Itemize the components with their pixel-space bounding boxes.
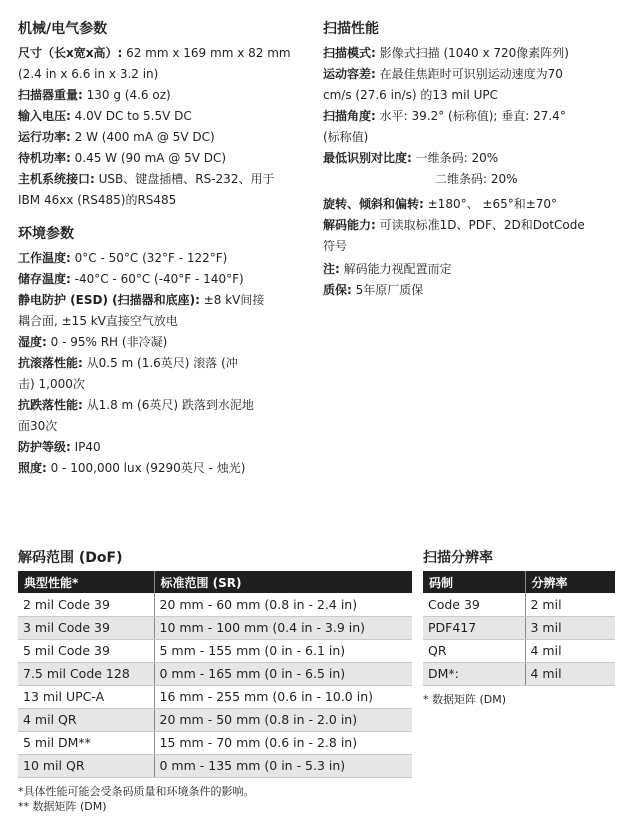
left-column [18,20,303,479]
dof-header-range: 标准范围 (SR) [154,571,412,593]
spec-value-continued: 耦合面, ±15 kV直接空气放电 [18,314,178,328]
dof-row [18,616,412,639]
spec-label: 最低识别对比度: [323,151,412,165]
spec-value: ±8 kV间接 [199,293,265,307]
spec-label: 扫描器重量: [18,88,83,102]
resolution-row-cell: 4 mil [525,639,615,662]
dof-row-cell: 10 mil QR [18,754,154,777]
dof-row-cell: 5 mil Code 39 [18,639,154,662]
spec-item [18,332,303,353]
resolution-row-cell: PDF417 [423,616,525,639]
spec-label: 照度: [18,461,47,475]
spec-value: 130 g (4.6 oz) [82,88,171,102]
spec-value: USB、键盘插槽、RS-232、用于 [94,172,275,186]
spec-label: 主机系统接口: [18,172,95,186]
dof-row [18,754,412,777]
dof-row-cell: 10 mm - 100 mm (0.4 in - 3.9 in) [154,616,412,639]
dof-header-row [18,571,412,593]
spec-item [18,85,303,106]
spec-value: 从0.5 m (1.6英尺) 滚落 (冲 [82,356,238,370]
mech-elec-title: 机械/电气参数 [18,21,108,37]
dof-row-cell: 5 mil DM** [18,731,154,754]
resolution-row [423,593,615,616]
dof-row-cell: 4 mil QR [18,708,154,731]
dof-row-cell: 2 mil Code 39 [18,593,154,616]
spec-value: 影像式扫描 (1040 x 720像素阵列) [375,46,569,60]
dof-row-cell: 15 mm - 70 mm (0.6 in - 2.8 in) [154,731,412,754]
spec-item [18,290,303,332]
spec-value-continued: 击) 1,000次 [18,377,85,391]
resolution-row-cell: 3 mil [525,616,615,639]
spec-value: 5年原厂质保 [351,283,424,297]
spec-label: 扫描角度: [323,109,376,123]
spec-item [18,269,303,290]
environment-list [18,248,303,479]
spec-value: 0 - 95% RH (非冷凝) [46,335,168,349]
spec-value: 从1.8 m (6英尺) 跌落到水泥地 [82,398,254,412]
resolution-row-cell: 2 mil [525,593,615,616]
spec-label: 运行功率: [18,130,71,144]
spec-value: IP40 [70,440,101,454]
dof-row-cell: 3 mil Code 39 [18,616,154,639]
dof-row [18,708,412,731]
resolution-note: * 数据矩阵 (DM) [423,692,507,706]
spec-item [18,106,303,127]
spec-label: 解码能力: [323,218,376,232]
spec-label: 尺寸（长x宽x高）: [18,46,123,60]
spec-item [18,458,303,479]
spec-label: 工作温度: [18,251,71,265]
spec-value: 水平: 39.2° (标称值); 垂直: 27.4° [375,109,566,123]
spec-value: 0.45 W (90 mA @ 5V DC) [70,151,227,165]
resolution-row [423,662,615,685]
dof-row [18,662,412,685]
spec-value: 一维条码: 20% [411,151,499,165]
resolution-row-cell: Code 39 [423,593,525,616]
dof-row [18,593,412,616]
dof-title: 解码范围 (DoF) [18,550,123,566]
resolution-header-symbology: 码制 [423,571,525,593]
spec-item [323,194,615,215]
resolution-row-cell: QR [423,639,525,662]
spec-label: 旋转、倾斜和偏转: [323,197,424,211]
spec-value-continued: (标称值) [323,130,369,144]
resolution-row [423,639,615,662]
resolution-header-row [423,571,615,593]
spec-label: 注: [323,262,340,276]
spec-value: 4.0V DC to 5.5V DC [70,109,192,123]
spec-value: 可读取标准1D、PDF、2D和DotCode [375,218,585,232]
spec-item [18,395,303,437]
spec-value: 在最佳焦距时可识别运动速度为70 [375,67,563,81]
resolution-section [423,549,615,707]
dof-row-cell: 5 mm - 155 mm (0 in - 6.1 in) [154,639,412,662]
resolution-row-cell: 4 mil [525,662,615,685]
dof-table [18,571,412,778]
dof-row-cell: 13 mil UPC-A [18,685,154,708]
dof-row-cell: 0 mm - 165 mm (0 in - 6.5 in) [154,662,412,685]
dof-note-2: ** 数据矩阵 (DM) [18,799,107,813]
spec-label: 输入电压: [18,109,71,123]
spec-label: 扫描模式: [323,46,376,60]
resolution-table [423,571,615,686]
spec-label: 抗跌落性能: [18,398,83,412]
spec-item [323,43,615,64]
spec-value: -40°C - 60°C (-40°F - 140°F) [70,272,244,286]
dof-row [18,685,412,708]
environment-title: 环境参数 [18,226,74,242]
dof-row-cell: 20 mm - 60 mm (0.8 in - 2.4 in) [154,593,412,616]
dof-row-cell: 7.5 mil Code 128 [18,662,154,685]
spec-value-continued: IBM 46xx (RS485)的RS485 [18,193,177,207]
spec-item [323,259,615,280]
spec-value-continued: 符号 [323,239,348,253]
spec-item [18,148,303,169]
spec-value-continued: 面30次 [18,419,58,433]
spec-label: 运动容差: [323,67,376,81]
spec-item [18,353,303,395]
dof-row [18,731,412,754]
spec-item [323,64,615,106]
spec-value: 0 - 100,000 lux (9290英尺 - 烛光) [46,461,246,475]
spec-label: 储存温度: [18,272,71,286]
spec-item [323,280,615,301]
dof-section [18,549,412,814]
scan-performance-title: 扫描性能 [323,21,379,37]
spec-value-continued: cm/s (27.6 in/s) 的13 mil UPC [323,88,498,102]
spec-value: 解码能力视配置而定 [339,262,452,276]
spec-item [18,43,303,85]
spec-value: 62 mm x 169 mm x 82 mm [122,46,291,60]
spec-label: 抗滚落性能: [18,356,83,370]
spec-item [18,127,303,148]
dof-row-cell: 16 mm - 255 mm (0.6 in - 10.0 in) [154,685,412,708]
spec-item [18,169,303,211]
spec-value: 2 W (400 mA @ 5V DC) [70,130,215,144]
dof-row-cell: 0 mm - 135 mm (0 in - 5.3 in) [154,754,412,777]
spec-item [323,215,615,257]
spec-item [323,106,615,148]
dof-row [18,639,412,662]
spec-label: 防护等级: [18,440,71,454]
resolution-row [423,616,615,639]
dof-header-performance: 典型性能* [18,571,154,593]
spec-value: ±180°、 ±65°和±70° [423,197,558,211]
spec-label: 湿度: [18,335,47,349]
resolution-title: 扫描分辨率 [423,550,493,566]
spec-value-continued: (2.4 in x 6.6 in x 3.2 in) [18,67,159,81]
resolution-header-resolution: 分辨率 [525,571,615,593]
spec-item [18,248,303,269]
spec-item [323,148,615,190]
spec-label: 静电防护 (ESD) (扫描器和底座): [18,293,200,307]
spec-item [18,437,303,458]
mech-elec-list [18,43,303,211]
spec-value: 0°C - 50°C (32°F - 122°F) [70,251,228,265]
resolution-row-cell: DM*: [423,662,525,685]
right-column [323,20,615,301]
spec-label: 待机功率: [18,151,71,165]
spec-label: 质保: [323,283,352,297]
scan-performance-list [323,43,615,301]
spec-value-continued: 二维条码: 20% [435,172,518,186]
dof-row-cell: 20 mm - 50 mm (0.8 in - 2.0 in) [154,708,412,731]
dof-note-1: *具体性能可能会受条码质量和环境条件的影响。 [18,784,255,798]
